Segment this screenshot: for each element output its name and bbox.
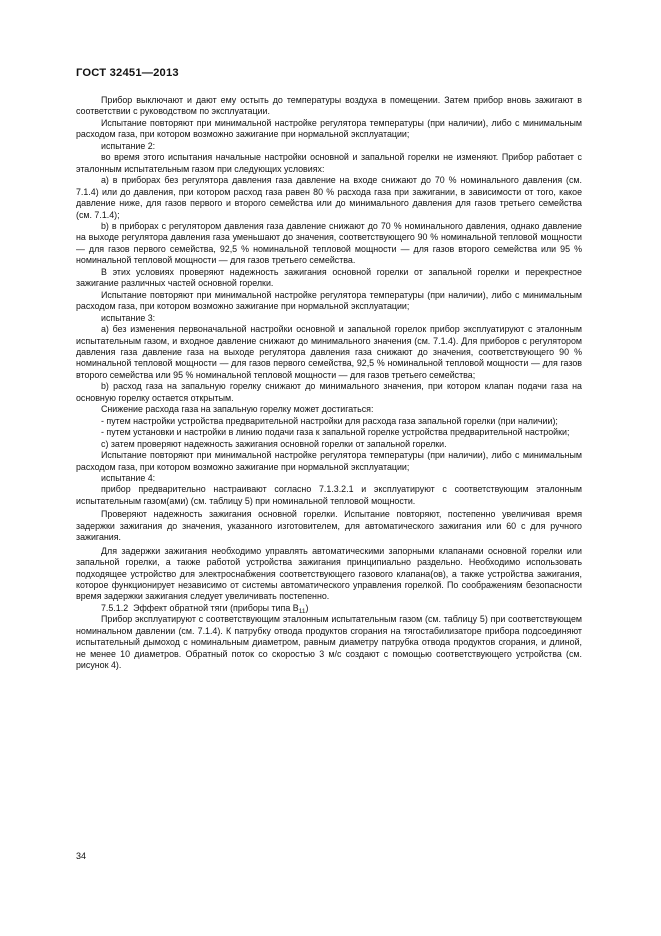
paragraph: Испытание повторяют при минимальной настройке регулятора температуры (при наличии), либо с минимальным расходом газа, при котором возможно зажигание при нормальной эксплуатации; (76, 117, 582, 140)
paragraph: испытание 2: (101, 140, 156, 151)
page-number: 34 (76, 851, 87, 861)
paragraph: Для задержки зажигания необходимо управлять автоматическими запорными клапанами основной горелки или запальной горелки, а также работой устройства зажигания принципиально раздельно. Необходимо использовать подходящее устройство для электроснабжения соответствующего газового клапана(ов), а также устройства зажигания, которое функционирует независимо от системы автоматического управления горелкой. По соображениям безопасности время задержки зажигания следует увеличивать постепенно. (76, 545, 582, 602)
section-number: 7.5.1.2 (101, 602, 129, 613)
paragraph: во время этого испытания начальные настройки основной и запальной горелки не изменяют. Прибор работает с эталонным испытательным газом при следующих условиях: (76, 152, 582, 174)
list-item: с) затем проверяют надежность зажигания основной горелки от запальной горелки. (101, 438, 447, 449)
section-title-suffix: ) (305, 602, 309, 613)
paragraph: Проверяют надежность зажигания основной горелки. Испытание повторяют, постепенно увеличивая время задержки зажигания до значения, указанного изготовителем, для автоматического зажигания или 60 с для ручного зажигания. (76, 509, 582, 543)
paragraph: Прибор эксплуатируют с соответствующим эталонным испытательным газом (см. таблицу 5) при соответствующем номинальном давлении (см. 7.1.4). К патрубку отвода продуктов сгорания на тягостабилизаторе прибора подсоединяют испытательный дымоход с номинальным диаметром, равным диаметру патрубка отвода продуктов сгорания, и длиной, не менее 10 диаметров. Обратный поток со скоростью 3 м/с создают с помощью соответствующего устройства (см. рисунок 4). (76, 614, 582, 671)
section-heading (76, 603, 582, 614)
paragraph: В этих условиях проверяют надежность зажигания основной горелки от запальной горелки и перекрестное зажигание различных частей основной горелки. (76, 266, 582, 289)
paragraph: испытание 3: (101, 312, 156, 323)
list-item: а) без изменения первоначальной настройки основной и запальной горелок прибор эксплуатируют с эталонным испытательным газом, и входное давление снижают до минимального значения (см. 7.1.4). Для приборов с регулятором давления газа давление газа на выходе регулятора давления газа снижают до значения, соответствующего 90 % номинальной тепловой мощности — для газов первого семейства, 92,5 % номинальной тепловой мощности — для газов второго семейства или 95 % номинальной тепловой мощности — для газов третьего семейства; (76, 324, 582, 380)
paragraph: прибор предварительно настраивают согласно 7.1.3.2.1 и эксплуатируют с соответствующим эталонным испытательным газом(ами) (см. таблицу 5) при номинальной тепловой мощности. (76, 484, 582, 506)
list-item: b) в приборах с регулятором давления газа давление снижают до 70 % номинального давления, однако давление на выходе регулятора давления газа уменьшают до значения, соответствующего 90 % номинальной тепловой мощности — для газов первого семейства, 92,5 % номинальной тепловой мощности — для газов второго семейства или 95 % номинальной тепловой мощности — для газов третьего семейства. (76, 220, 582, 266)
paragraph: Испытание повторяют при минимальной настройке регулятора температуры (при наличии), либо с минимальным расходом газа, при котором возможно зажигание при нормальной эксплуатации; (76, 289, 582, 312)
paragraph: испытание 4: (101, 472, 156, 483)
paragraph: Прибор выключают и дают ему остыть до температуры воздуха в помещении. Затем прибор вновь зажигают в соответствии с руководством по эксплуатации. (76, 95, 582, 117)
list-item: b) расход газа на запальную горелку снижают до минимального значения, при котором клапан подачи газа на основную горелку остается открытым. (76, 381, 582, 403)
list-item: - путем установки и настройки в линию подачи газа к запальной горелке устройства предварительной настройки; (101, 427, 570, 438)
section-title-subscript: 11 (298, 607, 306, 615)
list-item: - путем настройки устройства предварительной настройки для расхода газа запальной горелки (при наличии); (101, 415, 558, 426)
paragraph: Снижение расхода газа на запальную горелку может достигаться: (101, 404, 374, 415)
list-item: а) в приборах без регулятора давления газа давление на входе снижают до 70 % номинального давления (см. 7.1.4) или до давления, при котором расход газа равен 80 % расхода газа при зажигании, в зависимости от того, какое давление ниже, для газов первого и второго семейства или до минимального давления для газов третьего семейства (см. 7.1.4); (76, 175, 582, 220)
section-title: Эффект обратной тяги (приборы типа В (133, 602, 299, 613)
document-body (76, 95, 582, 672)
paragraph: Испытание повторяют при минимальной настройке регулятора температуры (при наличии), либо с минимальным расходом газа, при котором возможно зажигание при нормальной эксплуатации; (76, 450, 582, 472)
page-header: ГОСТ 32451—2013 (76, 67, 179, 79)
